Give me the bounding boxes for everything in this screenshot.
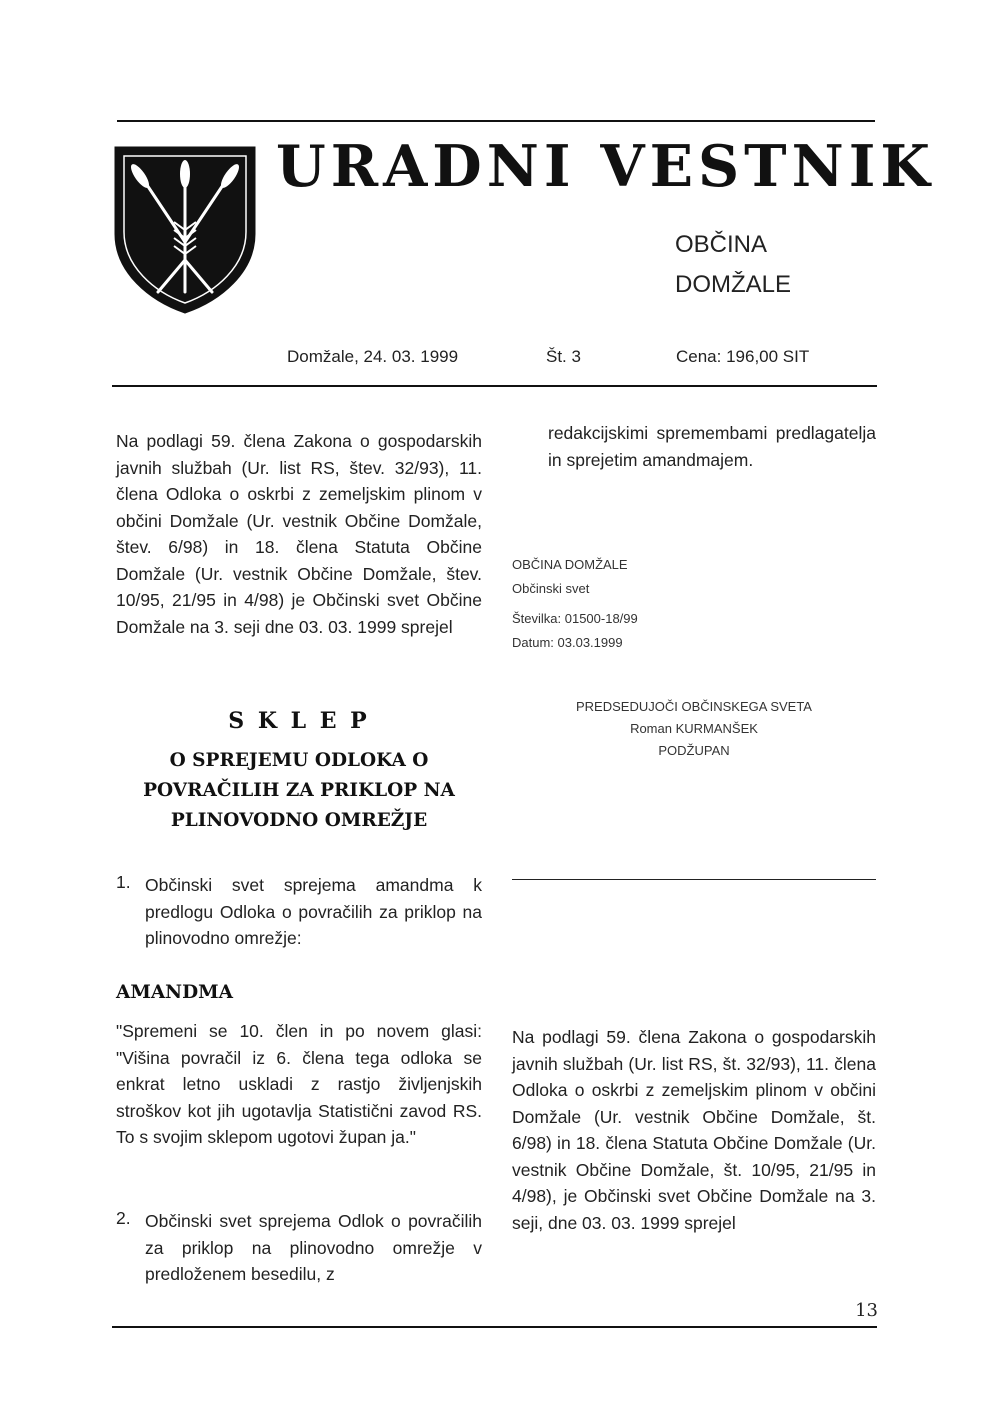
issue-number: Št. 3 <box>546 347 581 366</box>
signature-title: PREDSEDUJOČI OBČINSKEGA SVETA <box>576 699 812 714</box>
item-1-number: 1. <box>116 872 131 892</box>
masthead-title: URADNI VESTNIK <box>276 133 935 200</box>
document-number: Številka: 01500-18/99 <box>512 611 638 626</box>
document-date: Datum: 03.03.1999 <box>512 635 623 650</box>
coat-of-arms-icon <box>110 142 260 317</box>
page-number: 13 <box>855 1300 878 1321</box>
sklep-subtitle-1: O SPREJEMU ODLOKA O <box>169 750 429 771</box>
sklep-subtitle-2: POVRAČILIH ZA PRIKLOP NA <box>143 780 455 801</box>
section-divider <box>512 879 876 880</box>
item-2-text: Občinski svet sprejema Odlok o povračilih za priklop na plinovodno omrežje v predloženem besedilu, z <box>145 1211 482 1284</box>
footer-rule <box>112 1326 877 1328</box>
signature-org: OBČINA DOMŽALE <box>512 557 628 572</box>
issue-date: Domžale, 24. 03. 1999 <box>287 347 459 366</box>
amandma-title: AMANDMA <box>116 982 233 1003</box>
signature-name: Roman KURMANŠEK <box>630 721 758 736</box>
item-1-text: Občinski svet sprejema amandma k predlogu Odloka o povračilih za priklop na plinovodno omrežje: <box>145 875 482 948</box>
amandma-text: "Spremeni se 10. člen in po novem glasi: "Višina povračil iz 6. člena tega odloka se enkrat letno uskladi z rastjo življenjskih stroškov kot jih ugotavlja Statistični zavod RS. To s svojim sklepom ugotovi župan ja." <box>116 1021 482 1147</box>
sklep-subtitle-3: PLINOVODNO OMREŽJE <box>170 810 428 831</box>
right-continuation: redakcijskimi spremembami predlagatelja in sprejetim amandmajem. <box>548 423 876 470</box>
item-2-number: 2. <box>116 1208 131 1228</box>
sklep-title: S K L E P <box>228 708 370 734</box>
municipality-line-1: OBČINA <box>675 231 768 258</box>
signature-role: PODŽUPAN <box>658 743 730 758</box>
top-rule <box>117 120 875 122</box>
left-intro-paragraph: Na podlagi 59. člena Zakona o gospodarskih javnih službah (Ur. list RS, štev. 32/93), 11. člena Odloka o oskrbi z zemeljskim plinom v občini Domžale (Ur. vestnik Občine Domžale, štev. 6/98) in 18. člena Statuta Občine Domžale (Ur. vestnik Občine Domžale, štev. 10/95, 21/95 in 4/98) je Občinski svet Občine Domžale na 3. seji dne 03. 03. 1999 sprejel <box>116 431 482 637</box>
right-intro-paragraph: Na podlagi 59. člena Zakona o gospodarskih javnih službah (Ur. list RS, št. 32/93), 11. člena Odloka o oskrbi z zemeljskim plinom v občini Domžale (Ur. vestnik Občine Domžale, št. 6/98) in 18. člena Statuta Občine Domžale (Ur. vestnik Občine Domžale, št. 10/95, 21/95 in 4/98), je Občinski svet Občine Domžale na 3. seji, dne 03. 03. 1999 sprejel <box>512 1027 876 1233</box>
signature-body: Občinski svet <box>512 581 590 596</box>
municipality-line-2: DOMŽALE <box>675 271 792 298</box>
header-rule <box>112 385 877 387</box>
issue-price: Cena: 196,00 SIT <box>676 347 810 366</box>
